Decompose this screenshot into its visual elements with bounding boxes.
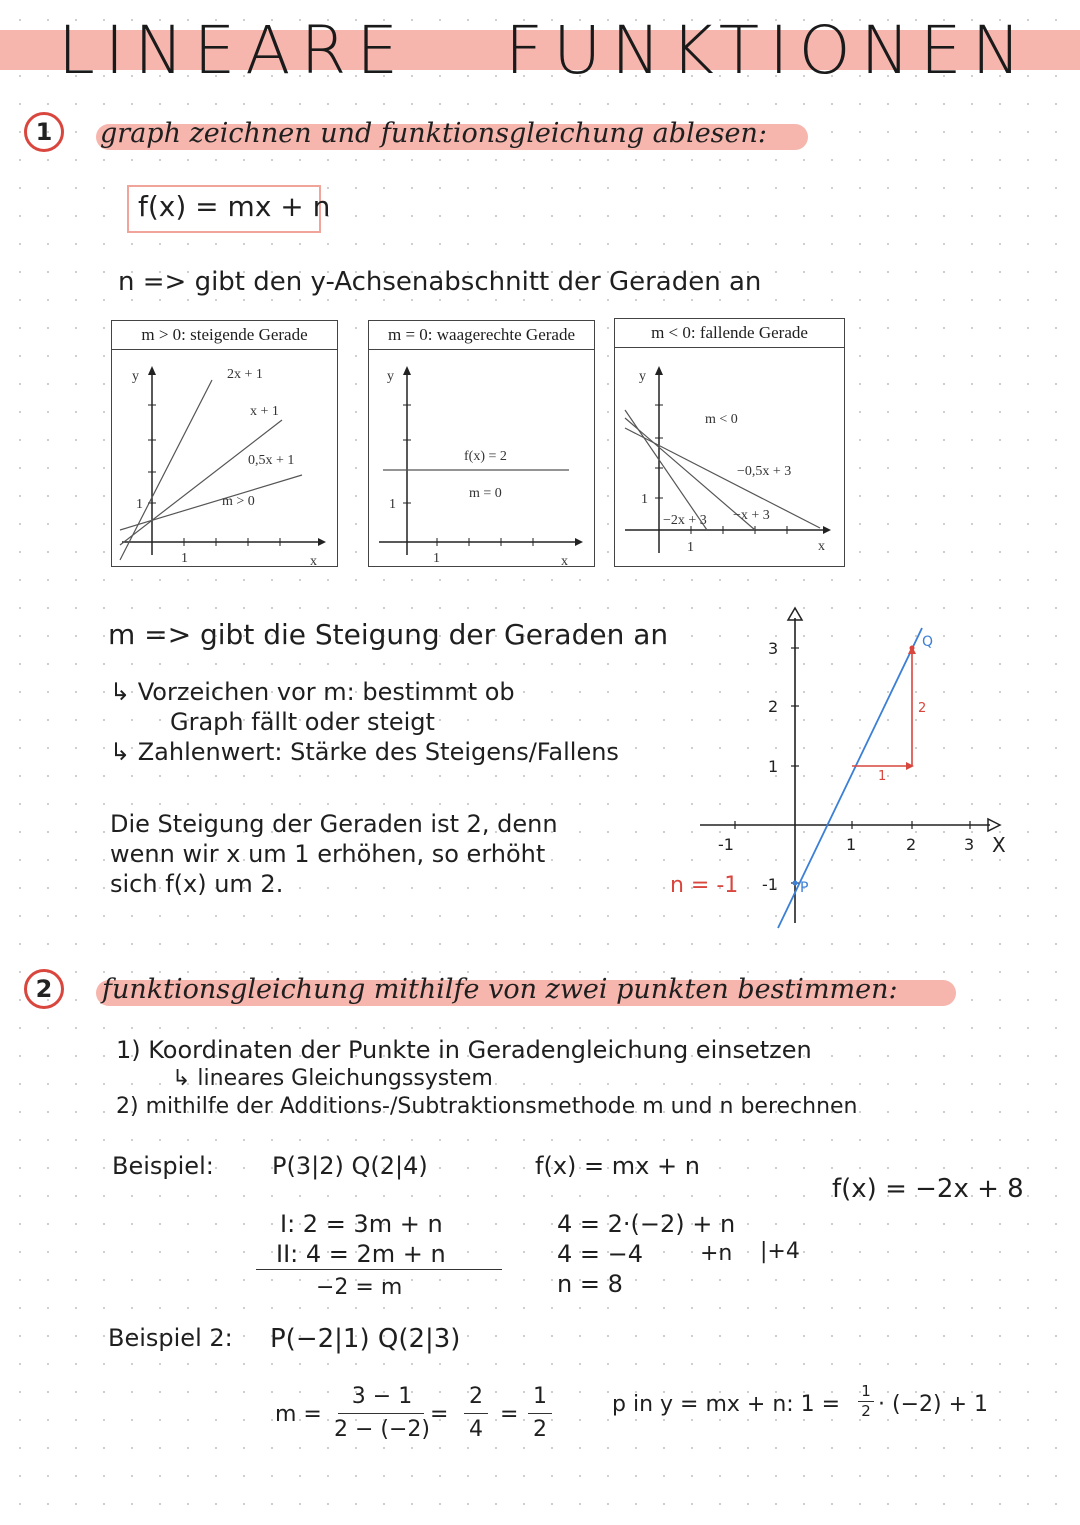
title-lineare: LINEARE <box>58 12 409 89</box>
step-1: 1) Koordinaten der Punkte in Geradengleichung einsetzen <box>116 1036 812 1064</box>
example-2-label: Beispiel 2: <box>108 1324 233 1352</box>
n-intercept-label: n = -1 <box>670 873 739 898</box>
frac3-numerator: 1 <box>533 1384 547 1409</box>
substitution-2-op: |+4 <box>760 1239 800 1264</box>
equation-2: II: 4 = 2m + n <box>276 1240 446 1268</box>
panel-falling-x-arrow <box>823 526 831 534</box>
example-1-label: Beispiel: <box>112 1152 214 1180</box>
panel-horizontal-tick-x: 1 <box>433 551 440 566</box>
bullet-sign: ↳ Vorzeichen vor m: bestimmt ob <box>110 678 515 706</box>
bullet-sign-cont: Graph fällt oder steigt <box>170 708 435 736</box>
label-2x-plus-1: 2x + 1 <box>227 367 263 382</box>
panel-falling-x-label: x <box>818 539 825 554</box>
x-tick-2: 2 <box>906 835 917 854</box>
x-tick-neg-1: -1 <box>718 835 734 854</box>
panel-rising-y-arrow <box>148 366 156 375</box>
x-axis-label: X <box>992 833 1006 857</box>
panel-rising-x-arrow <box>318 538 326 546</box>
panel-falling-tick-y: 1 <box>641 492 648 507</box>
p-substitution-rest: · (−2) + 1 <box>878 1392 988 1417</box>
x-tick-1: 1 <box>846 835 857 854</box>
y-tick-3: 3 <box>768 639 779 658</box>
label-neg-2x-plus-3: −2x + 3 <box>663 513 707 528</box>
panel-horizontal-tick-y: 1 <box>389 497 396 512</box>
frac2-numerator: 2 <box>469 1384 483 1409</box>
panel-horizontal-x-arrow <box>575 538 583 546</box>
point-p-marker <box>793 881 798 886</box>
point-q-label: Q <box>922 634 934 650</box>
explain-line-3: sich f(x) um 2. <box>110 870 284 898</box>
step-2: 2) mithilfe der Additions-/Subtraktionsmethode m und n berechnen <box>116 1094 858 1119</box>
panel-falling-graph <box>615 348 844 566</box>
section-1-number: 1 <box>24 112 64 152</box>
step-1-sub: ↳ lineares Gleichungssystem <box>172 1066 493 1091</box>
equation-divider <box>256 1269 502 1270</box>
panel-rising-graph <box>112 350 337 566</box>
p-substitution: p in y = mx + n: 1 = <box>612 1392 841 1417</box>
example-1-points: P(3|2) Q(2|4) <box>272 1152 428 1180</box>
panel-falling-y-label: y <box>639 369 646 384</box>
example-1-form: f(x) = mx + n <box>535 1152 700 1180</box>
panel-horizontal-y-label: y <box>387 369 394 384</box>
explain-line-2: wenn wir x um 1 erhöhen, so erhöht <box>110 840 546 868</box>
frac2-denominator: 4 <box>469 1417 483 1442</box>
panel-horizontal-graph <box>369 350 594 566</box>
line-x-plus-1 <box>120 420 282 545</box>
panel-rising-tick-y: 1 <box>136 497 143 512</box>
section-2-heading: funktionsgleichung mithilfe von zwei punkten bestimmen: <box>102 974 898 1005</box>
y-tick-neg-1: -1 <box>762 875 778 894</box>
panel-rising-header: m > 0: steigende Gerade <box>112 321 337 350</box>
equation-3: −2 = m <box>316 1275 403 1300</box>
run-label: 1 <box>878 769 887 784</box>
label-x-plus-1: x + 1 <box>250 404 279 419</box>
label-m-greater-0: m > 0 <box>222 494 255 509</box>
panel-horizontal-x-label: x <box>561 554 568 566</box>
equals-1: = <box>430 1402 449 1427</box>
panel-falling <box>614 318 845 567</box>
label-05x-plus-1: 0,5x + 1 <box>248 453 295 468</box>
frac3-bar <box>528 1413 552 1414</box>
panel-falling-y-arrow <box>655 366 663 375</box>
frac1-denominator: 2 − (−2) <box>334 1417 431 1442</box>
substitution-2-n: +n <box>700 1241 733 1266</box>
label-m-equals-0: m = 0 <box>469 486 502 501</box>
m-note: m => gibt die Steigung der Geraden an <box>108 618 669 651</box>
panel-rising-tick-x: 1 <box>181 551 188 566</box>
bullet-value: ↳ Zahlenwert: Stärke des Steigens/Fallens <box>110 738 619 766</box>
panel-horizontal-y-arrow <box>403 366 411 375</box>
label-f-equals-2: f(x) = 2 <box>464 449 507 464</box>
x-tick-3: 3 <box>964 835 975 854</box>
equals-2: = <box>500 1402 519 1427</box>
m-prefix: m = <box>275 1402 322 1427</box>
frac2-bar <box>464 1413 488 1414</box>
title-funktionen: FUNKTIONEN <box>505 12 1031 89</box>
point-q-marker <box>910 646 915 651</box>
panel-horizontal <box>368 320 595 567</box>
panel-horizontal-header: m = 0: waagerechte Gerade <box>369 321 594 350</box>
substitution-3: n = 8 <box>557 1270 623 1298</box>
frac1-numerator: 3 − 1 <box>351 1384 413 1409</box>
formula-text: f(x) = mx + n <box>138 190 331 223</box>
y-tick-2: 2 <box>768 697 779 716</box>
panel-rising <box>111 320 338 567</box>
half-numerator: 1 <box>861 1382 871 1400</box>
frac1-bar <box>338 1413 424 1414</box>
panel-rising-y-label: y <box>132 369 139 384</box>
example-2-points: P(−2|1) Q(2|3) <box>270 1324 461 1354</box>
label-neg-05x-plus-3: −0,5x + 3 <box>737 464 792 479</box>
substitution-1: 4 = 2·(−2) + n <box>557 1210 736 1238</box>
n-note: n => gibt den y-Achsenabschnitt der Geraden an <box>118 267 762 297</box>
section-2-number: 2 <box>24 969 64 1009</box>
line-2x-plus-1 <box>120 380 212 560</box>
example-1-result: f(x) = −2x + 8 <box>832 1174 1024 1204</box>
frac3-denominator: 2 <box>533 1417 547 1442</box>
substitution-2: 4 = −4 <box>557 1240 644 1268</box>
line-05x-plus-1 <box>120 475 302 530</box>
panel-falling-tick-x: 1 <box>687 540 694 555</box>
slope-graph <box>660 598 1020 930</box>
point-p-label: P <box>800 880 809 896</box>
label-m-less-0: m < 0 <box>705 412 738 427</box>
half-denominator: 2 <box>861 1402 871 1420</box>
panel-falling-header: m < 0: fallende Gerade <box>615 319 844 348</box>
section-1-heading: graph zeichnen und funktionsgleichung ablesen: <box>100 118 767 149</box>
label-neg-x-plus-3: −x + 3 <box>733 508 770 523</box>
explain-line-1: Die Steigung der Geraden ist 2, denn <box>110 810 558 838</box>
panel-rising-x-label: x <box>310 554 317 566</box>
rise-label: 2 <box>918 701 927 716</box>
y-tick-1: 1 <box>768 757 779 776</box>
equation-1: I: 2 = 3m + n <box>280 1210 443 1238</box>
